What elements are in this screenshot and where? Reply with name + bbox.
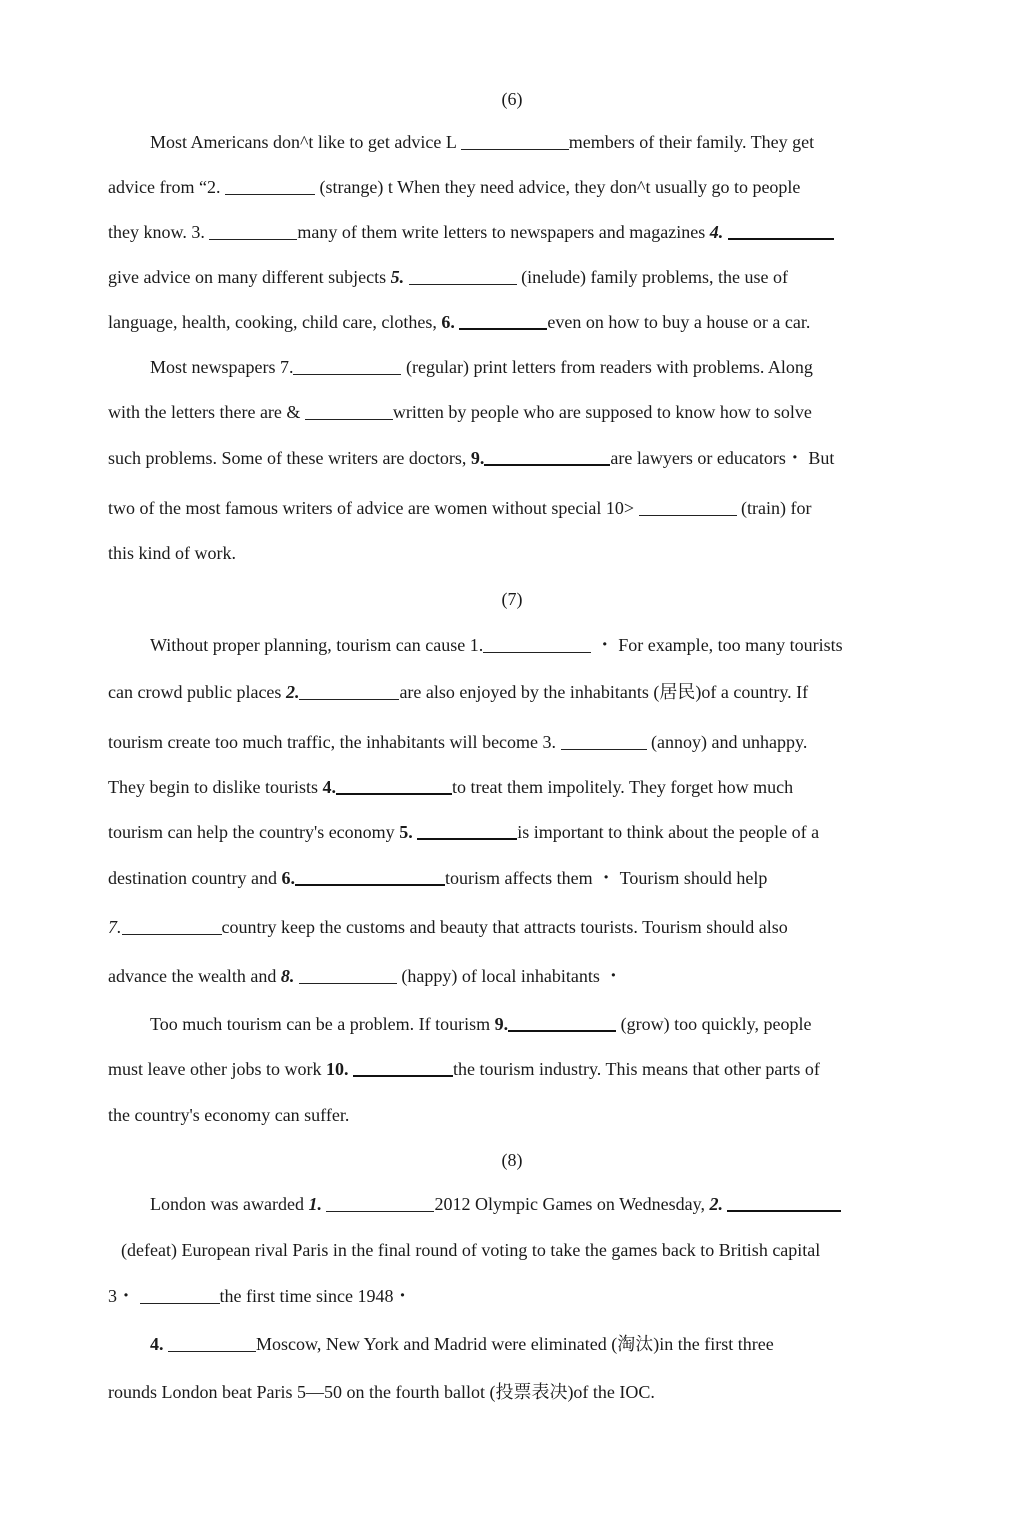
text: language, health, cooking, child care, clothes,	[108, 312, 442, 332]
text: are lawyers or educators・ But	[610, 448, 835, 468]
s8-line-4	[150, 1333, 774, 1355]
s7-line-1	[150, 634, 843, 656]
question-number: 2.	[285, 682, 300, 702]
answer-blank[interactable]	[122, 918, 222, 935]
text: tourism affects them ・ Tourism should help	[444, 868, 768, 888]
answer-blank[interactable]	[168, 1335, 256, 1352]
s8-line-3	[108, 1285, 411, 1307]
text: 3・	[108, 1286, 140, 1306]
answer-blank[interactable]	[483, 636, 591, 653]
text: ・ For example, too many tourists	[595, 635, 843, 655]
question-number: 8.	[280, 966, 295, 986]
section-6-heading: (6)	[501, 89, 523, 109]
question-number: 5.	[399, 822, 413, 842]
text: London was awarded	[150, 1194, 309, 1214]
s6-line-8	[108, 447, 834, 469]
answer-blank[interactable]	[225, 178, 315, 195]
answer-blank[interactable]	[409, 268, 517, 285]
text: (grow) too quickly, people	[616, 1014, 812, 1034]
text: written by people who are supposed to know how to solve	[392, 402, 812, 422]
answer-blank[interactable]	[508, 1014, 616, 1032]
text: (inelude) family problems, the use of	[516, 267, 789, 287]
text: Without proper planning, tourism can cause 1.	[150, 635, 484, 655]
text: Most Americans don^t like to get advice L	[150, 132, 461, 152]
question-number: 7.	[108, 917, 122, 937]
s7-line-6	[108, 867, 767, 889]
question-number: 2.	[709, 1194, 723, 1214]
s7-line-2	[108, 681, 808, 703]
s7-line-4	[108, 776, 793, 798]
section-7-heading: (7)	[501, 589, 523, 609]
text: (train) for	[736, 498, 812, 518]
s7-line-8	[108, 965, 622, 987]
text: (defeat) European rival Paris in the final round of voting to take the games back to British capital	[121, 1240, 821, 1260]
text: (regular) print letters from readers with problems. Along	[401, 357, 813, 377]
s8-line-2	[121, 1239, 820, 1261]
text: (annoy) and unhappy.	[646, 732, 808, 752]
s7-line-5	[108, 821, 819, 843]
s6-line-6	[150, 356, 813, 378]
text: to treat them impolitely. They forget how much	[451, 777, 794, 797]
question-number: 4.	[709, 222, 724, 242]
text: even on how to buy a house or a car.	[547, 312, 811, 332]
answer-blank[interactable]	[305, 403, 393, 420]
answer-blank[interactable]	[295, 868, 445, 886]
s7-line-7	[108, 916, 788, 938]
text: such problems. Some of these writers are doctors,	[108, 448, 471, 468]
text: the first time since 1948・	[219, 1286, 412, 1306]
answer-blank[interactable]	[336, 777, 452, 795]
question-number: 4.	[322, 777, 336, 797]
text: advance the wealth and	[108, 966, 281, 986]
question-number: 6.	[281, 868, 295, 888]
text: Too much tourism can be a problem. If tourism	[150, 1014, 495, 1034]
question-number: 10.	[325, 1059, 349, 1079]
s6-line-1	[150, 131, 814, 153]
text: destination country and	[108, 868, 282, 888]
text: many of them write letters to newspapers and magazines	[297, 222, 710, 242]
answer-blank[interactable]	[293, 358, 401, 375]
question-number: 4.	[150, 1334, 164, 1354]
answer-blank[interactable]	[353, 1059, 453, 1077]
text: two of the most famous writers of advice are women without special 10>	[108, 498, 639, 518]
s6-line-9	[108, 497, 812, 519]
text: this kind of work.	[108, 543, 236, 563]
answer-blank[interactable]	[417, 822, 517, 840]
question-number: 1.	[308, 1194, 322, 1214]
s6-line-4	[108, 266, 788, 288]
answer-blank[interactable]	[728, 222, 834, 240]
text: (happy) of local inhabitants ・	[396, 966, 623, 986]
question-number: 9.	[494, 1014, 509, 1034]
text: give advice on many different subjects	[108, 267, 391, 287]
answer-blank[interactable]	[459, 312, 547, 330]
answer-blank[interactable]	[484, 448, 610, 466]
answer-blank[interactable]	[299, 683, 399, 700]
text: with the letters there are &	[108, 402, 305, 422]
answer-blank[interactable]	[209, 223, 297, 240]
text: rounds London beat Paris 5—50 on the fourth ballot (投票表决)of the IOC.	[108, 1382, 655, 1402]
s6-line-5	[108, 311, 810, 333]
text: are also enjoyed by the inhabitants (居民)of a country. If	[399, 682, 809, 702]
text: (strange) t When they need advice, they don^t usually go to people	[314, 177, 801, 197]
text: advice from “2.	[108, 177, 225, 197]
text: is important to think about the people of a	[517, 822, 820, 842]
text: can crowd public places	[108, 682, 286, 702]
answer-blank[interactable]	[461, 133, 569, 150]
answer-blank[interactable]	[299, 967, 397, 984]
question-number: 6.	[441, 312, 455, 332]
text: the tourism industry. This means that other parts of	[452, 1059, 820, 1079]
text: must leave other jobs to work	[108, 1059, 326, 1079]
text: country keep the customs and beauty that attracts tourists. Tourism should also	[221, 917, 788, 937]
text: they know. 3.	[108, 222, 210, 242]
text: tourism create too much traffic, the inhabitants will become 3.	[108, 732, 561, 752]
s7-line-9	[150, 1013, 811, 1035]
s8-line-5	[108, 1381, 655, 1403]
question-number: 9.	[470, 448, 485, 468]
answer-blank[interactable]	[140, 1287, 220, 1304]
text: 2012 Olympic Games on Wednesday,	[434, 1194, 710, 1214]
s8-line-1	[150, 1193, 841, 1215]
s6-line-10	[108, 542, 236, 564]
answer-blank[interactable]	[326, 1195, 434, 1212]
s6-line-3	[108, 221, 834, 243]
text: Moscow, New York and Madrid were eliminated (淘汰)in the first three	[256, 1334, 774, 1354]
answer-blank[interactable]	[727, 1194, 841, 1212]
s6-line-7	[108, 401, 812, 423]
question-number: 5.	[390, 267, 405, 287]
text: members of their family. They get	[568, 132, 815, 152]
text: They begin to dislike tourists	[108, 777, 323, 797]
answer-blank[interactable]	[639, 499, 737, 516]
s7-line-3	[108, 731, 807, 753]
s7-line-11	[108, 1104, 349, 1126]
text: Most newspapers 7.	[150, 357, 294, 377]
text: the country's economy can suffer.	[108, 1105, 350, 1125]
s7-line-10	[108, 1058, 820, 1080]
section-8-heading: (8)	[501, 1150, 523, 1170]
s6-line-2	[108, 176, 800, 198]
text: tourism can help the country's economy	[108, 822, 400, 842]
answer-blank[interactable]	[561, 733, 647, 750]
